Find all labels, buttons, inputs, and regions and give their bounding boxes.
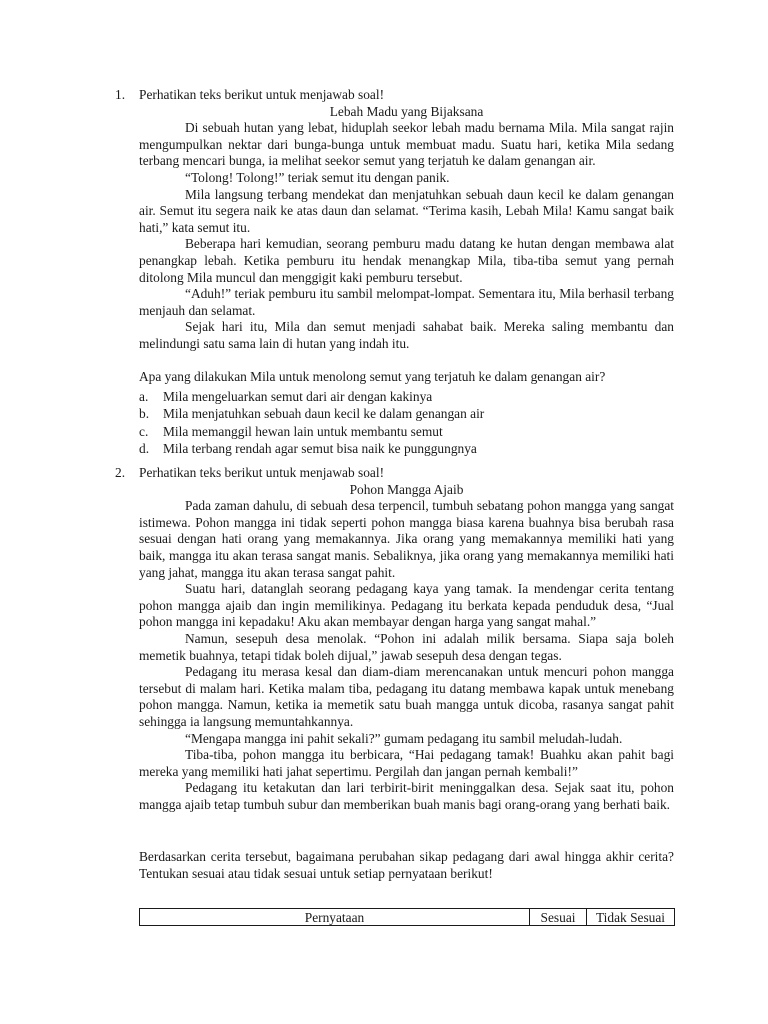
story-paragraph: Pada zaman dahulu, di sebuah desa terpencil, tumbuh sebatang pohon mangga yang sangat istimewa. Pohon mangga ini tidak seperti pohon mangga biasa karena buahnya bisa berubah rasa sesuai dengan hati orang yang memakannya. Jika orang yang memakannya memiliki hati yang baik, mangga itu akan terasa sangat manis. Sebaliknya, jika orang yang memakannya memiliki hati yang jahat, mangga itu akan terasa sangat pahit. (139, 498, 674, 580)
option-text: Mila terbang rendah agar semut bisa naik ke punggungnya (163, 441, 477, 457)
question-1-prompt (139, 369, 674, 458)
option-text: Mila memanggil hewan lain untuk membantu semut (163, 423, 443, 439)
story-paragraph: Mila langsung terbang mendekat dan menjatuhkan sebuah daun kecil ke dalam genangan air. Semut itu segera naik ke atas daun dan selamat. “Terima kasih, Lebah Mila! Kamu sangat baik hati,” kata semut itu. (139, 186, 674, 235)
option-letter: d. (139, 441, 150, 457)
story-paragraph: Suatu hari, datanglah seorang pedagang kaya yang tamak. Ia mendengar cerita tentang pohon mangga ajaib dan ingin memilikinya. Pedagang itu berkata kepada penduduk desa, “Jual pohon mangga ini kepadaku! Aku akan membayar dengan harga yang sangat mahal.” (139, 581, 674, 630)
story-title: Lebah Madu yang Bijaksana (329, 103, 484, 119)
story-paragraph: Tiba-tiba, pohon mangga itu berbicara, “Hai pedagang tamak! Buahku akan pahit bagi mereka yang memiliki hati jahat sepertimu. Pergilah dan jangan pernah kembali!” (139, 747, 674, 779)
story-paragraph: “Tolong! Tolong!” teriak semut itu dengan panik. (185, 169, 450, 185)
story-paragraph: Sejak hari itu, Mila dan semut menjadi sahabat baik. Mereka saling membantu dan melindungi satu sama lain di hutan yang indah itu. (139, 319, 674, 351)
question-number: 1. (115, 87, 126, 102)
table-header-row (140, 909, 675, 926)
column-header-tidak-sesuai: Tidak Sesuai (587, 909, 675, 926)
answer-option-d[interactable] (139, 440, 674, 458)
question-1 (115, 87, 674, 353)
option-letter: a. (139, 388, 149, 404)
answer-option-a[interactable] (139, 388, 674, 406)
story-paragraph: Di sebuah hutan yang lebat, hiduplah seekor lebah madu bernama Mila. Mila sangat rajin mengumpulkan nektar dari bunga-bunga untuk membuat madu. Suatu hari, ketika Mila sedang terbang mencari bunga, ia melihat seekor semut yang terjatuh ke dalam genangan air. (139, 120, 674, 169)
answer-options (139, 388, 674, 458)
story-title: Pohon Mangga Ajaib (349, 481, 464, 497)
question-text: Berdasarkan cerita tersebut, bagaimana perubahan sikap pedagang dari awal hingga akhir cerita? Tentukan sesuai atau tidak sesuai untuk setiap pernyataan berikut! (139, 849, 674, 881)
story-paragraph: “Aduh!” teriak pemburu itu sambil melompat-lompat. Sementara itu, Mila berhasil terbang menjauh dan selamat. (139, 286, 674, 318)
story-paragraph: Beberapa hari kemudian, seorang pemburu madu datang ke hutan dengan membawa alat penangkap lebah. Ketika pemburu itu hendak menangkap Mila, tiba-tiba semut yang pernah ditolong Mila muncul dan menggigit kaki pemburu tersebut. (139, 236, 674, 285)
question-number: 2. (115, 465, 126, 480)
story-paragraph: Namun, sesepuh desa menolak. “Pohon ini adalah milik bersama. Siapa saja boleh memetik buahnya, tetapi tidak boleh dijual,” jawab sesepuh desa dengan tegas. (139, 630, 674, 663)
story-paragraph: Pedagang itu ketakutan dan lari terbirit-birit meninggalkan desa. Sejak saat itu, pohon mangga ajaib tetap tumbuh subur dan memberikan buah manis bagi orang-orang yang berhati baik. (139, 780, 674, 812)
option-text: Mila menjatuhkan sebuah daun kecil ke dalam genangan air (163, 406, 485, 422)
option-text: Mila mengeluarkan semut dari air dengan kakinya (163, 388, 433, 404)
option-letter: b. (139, 406, 150, 422)
question-intro: Perhatikan teks berikut untuk menjawab soal! (139, 87, 385, 102)
question-2-prompt (139, 849, 674, 882)
question-intro: Perhatikan teks berikut untuk menjawab soal! (139, 465, 385, 480)
story-paragraph: “Mengapa mangga ini pahit sekali?” gumam pedagang itu sambil meludah-ludah. (185, 730, 623, 746)
question-2 (115, 465, 674, 813)
answer-option-c[interactable] (139, 423, 674, 441)
question-text: Apa yang dilakukan Mila untuk menolong semut yang terjatuh ke dalam genangan air? (139, 369, 606, 384)
column-header-statement: Pernyataan (140, 909, 530, 926)
story-paragraph: Pedagang itu merasa kesal dan diam-diam merencanakan untuk mencuri pohon mangga tersebut di malam hari. Ketika malam tiba, pedagang itu datang membawa kapak untuk menebang pohon mangga. Namun, ketika ia memetik satu buah mangga untuk dicoba, rasanya sangat pahit sehingga ia langsung memuntahkannya. (139, 664, 674, 729)
answer-option-b[interactable] (139, 405, 674, 423)
column-header-sesuai: Sesuai (530, 909, 587, 926)
statement-table (139, 908, 675, 926)
option-letter: c. (139, 423, 149, 439)
